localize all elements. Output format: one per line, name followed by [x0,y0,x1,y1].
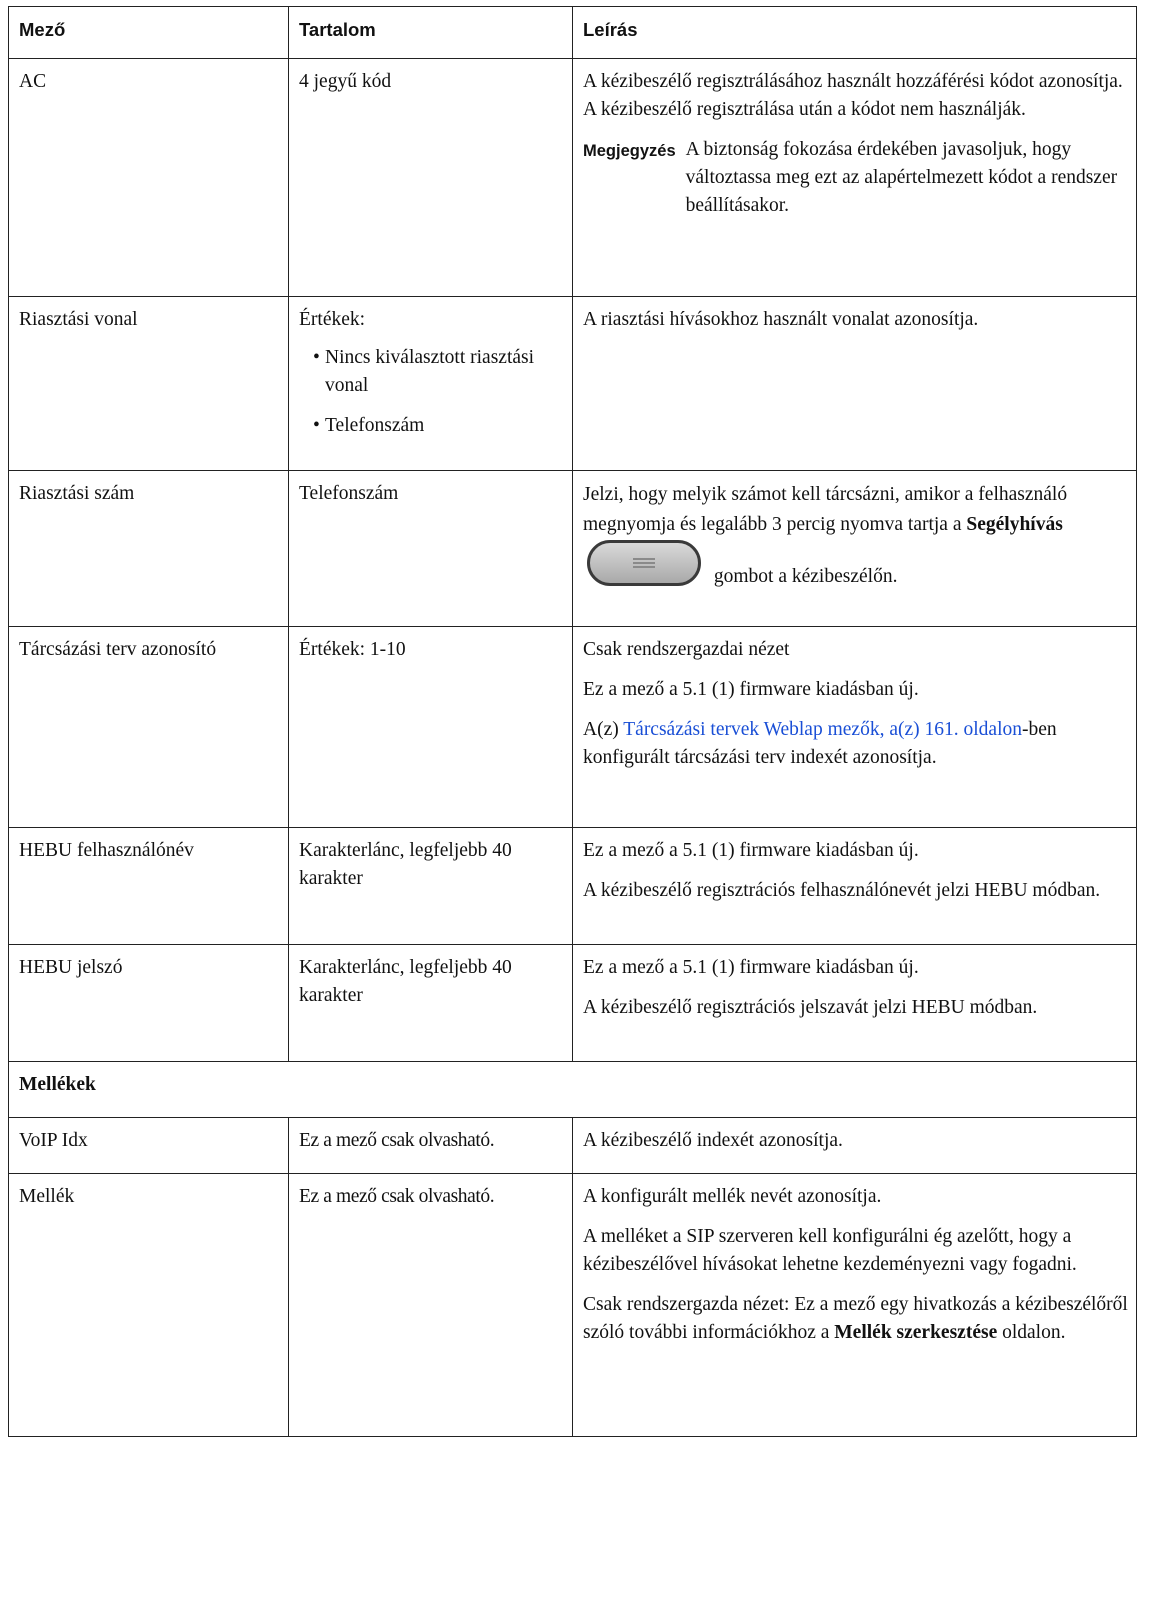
field-cell: VoIP Idx [9,1118,289,1174]
content-cell: Telefonszám [289,471,573,627]
table-row-voip-idx [9,1118,1137,1174]
values-intro: Értékek: [299,309,366,330]
description-text: Ez a mező a 5.1 (1) firmware kiadásban új. [583,679,919,700]
sos-menu-button-icon [587,540,701,586]
edit-extension-label: Mellék szerkesztése [834,1322,998,1343]
sos-label: Segélyhívás [966,514,1063,535]
description-cell: A riasztási hívásokhoz használt vonalat azonosítja. [573,297,1137,471]
description-text: Ez a mező a 5.1 (1) firmware kiadásban új. [583,840,919,861]
field-cell: Riasztási szám [9,471,289,627]
values-list [299,344,564,440]
description-text: Jelzi, hogy melyik számot kell tárcsázni, amikor a felhasználó megnyomja és legalább 3 percig nyomva tartja a [583,484,1068,535]
field-cell: Tárcsázási terv azonosító [9,627,289,828]
description-cell [573,945,1137,1062]
table-row-hebu-username [9,828,1137,945]
dial-plans-link[interactable]: Tárcsázási tervek Weblap mezők, a(z) 161. oldalon [623,719,1022,740]
list-item: • Telefonszám [313,412,564,440]
description-text: A melléket a SIP szerveren kell konfigurálni ég azelőtt, hogy a kézibeszélővel hívásokat lehetne kezdeményezni vagy fogadni. [583,1226,1077,1275]
table-row-ac [9,59,1137,297]
description-text [583,716,1128,772]
description-text: gombot a kézibeszélőn. [709,566,898,587]
section-title: Mellékek [9,1062,1137,1118]
content-cell: Ez a mező csak olvasható. [289,1174,573,1437]
field-cell: Riasztási vonal [9,297,289,471]
content-cell: Ez a mező csak olvasható. [289,1118,573,1174]
table-row-extension [9,1174,1137,1437]
field-cell: HEBU jelszó [9,945,289,1062]
field-cell: AC [9,59,289,297]
field-cell: Mellék [9,1174,289,1437]
field-cell: HEBU felhasználónév [9,828,289,945]
fields-table [8,6,1137,1437]
header-content: Tartalom [289,7,573,59]
description-prefix: Csak rendszergazda nézet: Ez a mező egy hivatkozás a kézibeszélőről szóló további információkhoz a [583,1294,1128,1343]
section-row-extensions [9,1062,1137,1118]
table-row-alarm-line [9,297,1137,471]
description-text: Ez a mező a 5.1 (1) firmware kiadásban új. [583,957,919,978]
description-text: Csak rendszergazdai nézet [583,639,790,660]
description-text: A kézibeszélő regisztrálásához használt hozzáférési kódot azonosítja. A kézibeszélő regisztrálása után a kódot nem használják. [583,71,1123,120]
content-cell: Értékek: 1-10 [289,627,573,828]
description-text: A kézibeszélő regisztrációs jelszavát jelzi HEBU módban. [583,997,1038,1018]
description-prefix: A(z) [583,719,624,740]
content-cell: Karakterlánc, legfeljebb 40 karakter [289,828,573,945]
list-item: • Nincs kiválasztott riasztási vonal [313,344,564,400]
header-description: Leírás [573,7,1137,59]
note-label: Megjegyzés [583,142,676,160]
description-text: A konfigurált mellék nevét azonosítja. [583,1186,882,1207]
description-cell [573,627,1137,828]
description-text: A kézibeszélő regisztrációs felhasználónevét jelzi HEBU módban. [583,880,1101,901]
header-field: Mező [9,7,289,59]
description-cell [573,59,1137,297]
table-row-dial-plan [9,627,1137,828]
description-cell [573,828,1137,945]
description-cell [573,1174,1137,1437]
content-cell: 4 jegyű kód [289,59,573,297]
description-cell [573,471,1137,627]
note-text: A biztonság fokozása érdekében javasoljuk, hogy változtassa meg ezt az alapértelmezett kódot a rendszer beállításakor. [685,139,1118,216]
table-row-alarm-number [9,471,1137,627]
content-cell [289,297,573,471]
content-cell: Karakterlánc, legfeljebb 40 karakter [289,945,573,1062]
table-row-hebu-password [9,945,1137,1062]
description-suffix: oldalon. [997,1322,1066,1343]
description-text [583,1291,1128,1347]
note-block [583,136,1128,220]
description-suffix: -ben konfigurált tárcsázási terv indexét azonosítja. [583,719,1057,768]
table-header-row [9,7,1137,59]
description-cell: A kézibeszélő indexét azonosítja. [573,1118,1137,1174]
